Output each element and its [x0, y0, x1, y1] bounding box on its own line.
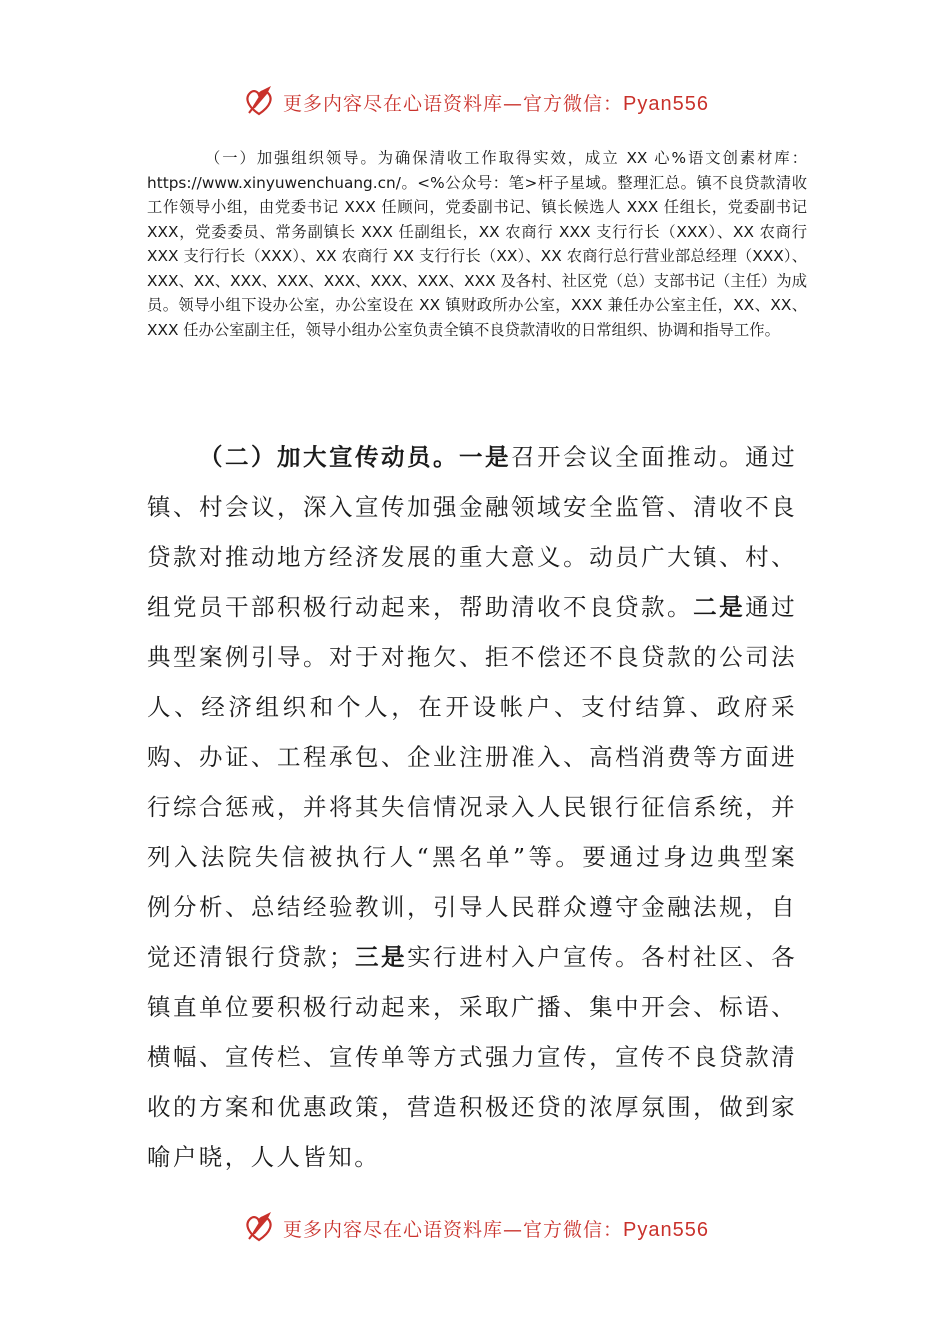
banner-separator: —	[503, 92, 524, 115]
point-2-text: 通过典型案例引导。对于对拖欠、拒不偿还不良贷款的公司法人、经济组织和个人，在开设帐户、支付结算、政府采购、办证、工程承包、企业注册准入、高档消费等方面进行综合惩戒，并将其失信情况录入人民银行征信系统，并列入法院失信被执行人“黑名单”等。要通过身边典型案例分析、总结经验教训，引导人民群众遵守金融法规，自觉还清银行贷款；	[147, 593, 797, 971]
banner-title: 更多内容尽在心语资料库	[283, 1218, 504, 1241]
section-2-paragraph	[147, 432, 797, 1182]
pen-heart-logo-icon	[241, 84, 277, 120]
banner-wechat-id: Pyan556	[623, 1218, 709, 1241]
point-3-label: 三是	[354, 943, 408, 971]
section-2-heading: （二）加大宣传动员。	[199, 443, 460, 471]
banner-wechat-id: Pyan556	[623, 92, 709, 115]
pen-heart-logo-icon	[241, 1210, 277, 1246]
footer-banner	[0, 1208, 950, 1248]
point-3-text: 实行进村入户宣传。各村社区、各镇直单位要积极行动起来，采取广播、集中开会、标语、横幅、宣传栏、宣传单等方式强力宣传，宣传不良贷款清收的方案和优惠政策，营造积极还贷的浓厚氛围，做到家喻户晓，人人皆知。	[147, 943, 798, 1171]
point-2-label: 二是	[693, 593, 746, 621]
banner-separator: —	[503, 1218, 524, 1241]
point-1-label: 一是	[459, 443, 512, 471]
banner-text	[283, 1215, 709, 1242]
section-1-paragraph: （一）加强组织领导。为确保清收工作取得实效，成立 XX 心%语文创素材库：https://www.xinyuwenchuang.cn/。<%公众号：笔>杆子星域。整理汇总。镇不良贷款清收工作领导小组，由党委书记 XXX 任顾问，党委副书记、镇长候选人 XXX 任组长，党委副书记 XXX，党委委员、常务副镇长 XXX 任副组长，XX 农商行 XXX 支行行长（XXX）、XX 农商行 XXX 支行行长（XXX）、XX 农商行 XX 支行行长（XX）、XX 农商行总行营业部总经理（XXX）、XXX、XX、XXX、XXX、XXX、XXX、XXX、XXX 及各村、社区党（总）支部书记（主任）为成员。领导小组下设办公室，办公室设在 XX 镇财政所办公室，XXX 兼任办公室主任，XX、XX、XXX 任办公室副主任，领导小组办公室负责全镇不良贷款清收的日常组织、协调和指导工作。	[147, 149, 807, 339]
point-1-text: 召开会议全面推动。通过镇、村会议，深入宣传加强金融领域安全监管、清收不良贷款对推动地方经济发展的重大意义。动员广大镇、村、组党员干部积极行动起来，帮助清收不良贷款。	[147, 443, 797, 621]
banner-label: 官方微信：	[523, 1218, 624, 1241]
banner-text	[283, 89, 709, 116]
banner-label: 官方微信：	[523, 92, 624, 115]
header-banner	[0, 82, 950, 122]
banner-title: 更多内容尽在心语资料库	[283, 92, 504, 115]
